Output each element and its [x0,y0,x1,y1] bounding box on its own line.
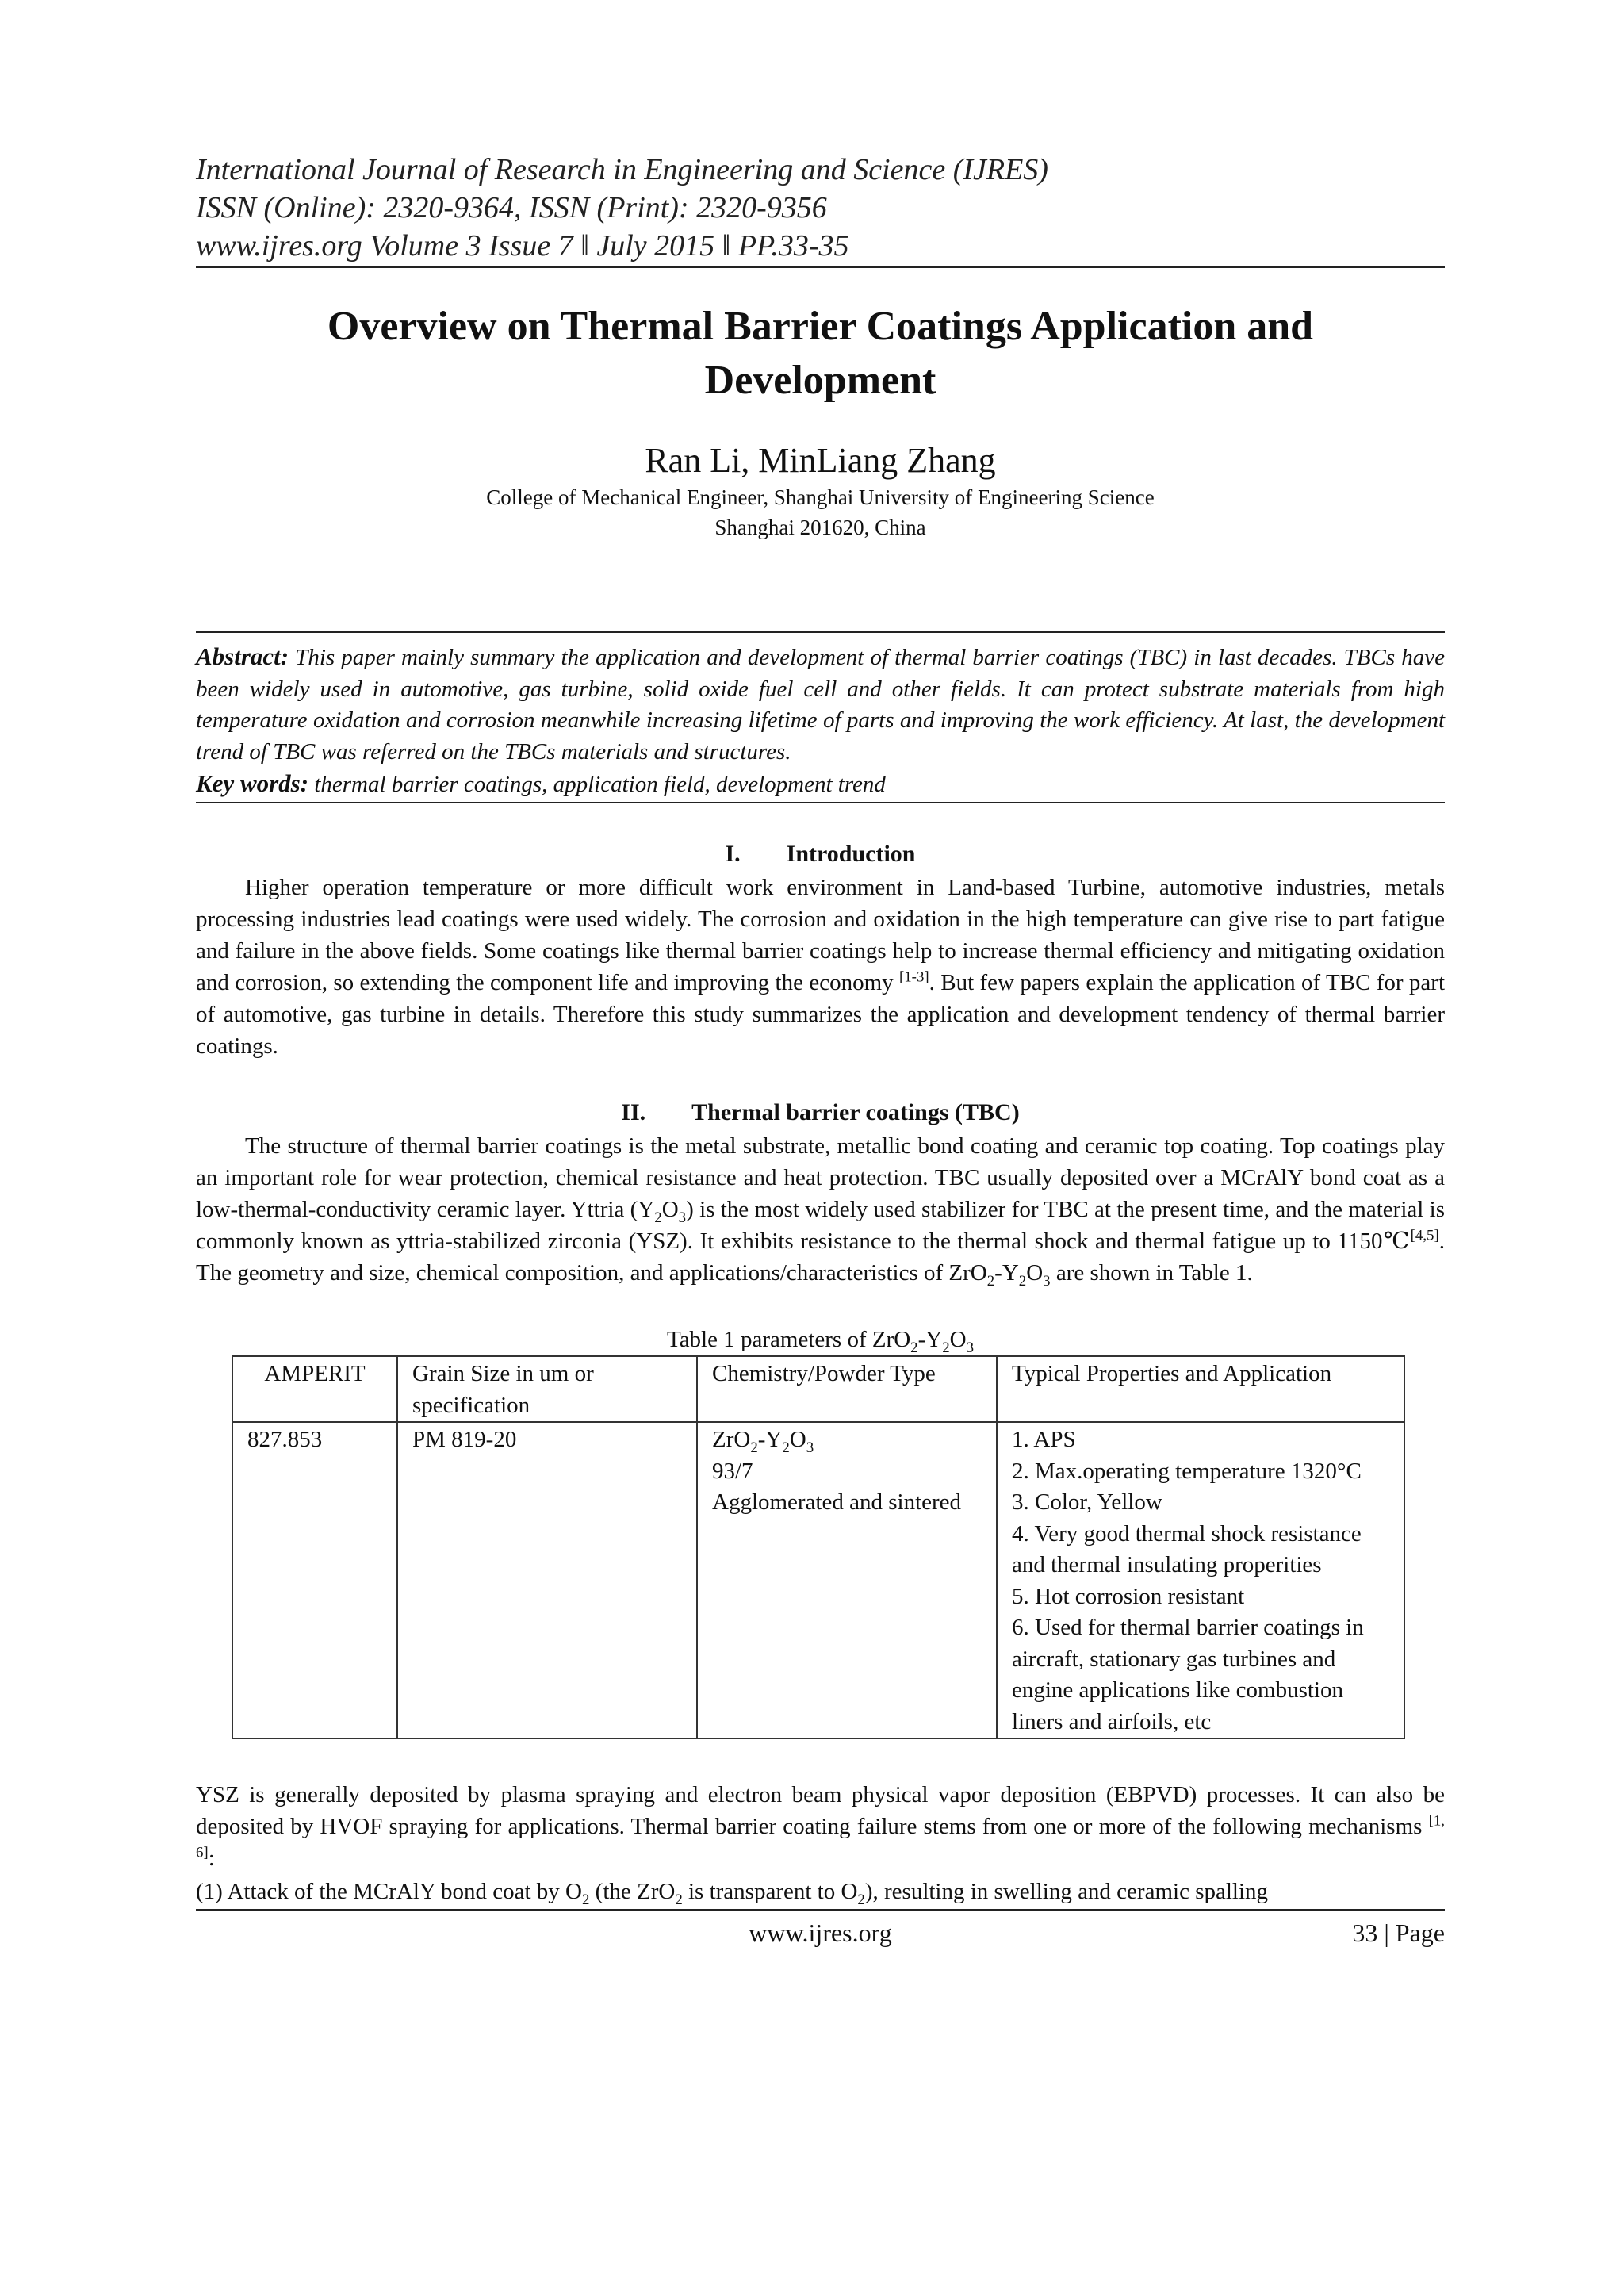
header-rule [196,266,1445,268]
affiliation-line-2: Shanghai 201620, China [714,516,926,539]
table-caption: Table 1 parameters of $ZrO_2-Y_2O_3$ [667,1327,974,1356]
paper-title [196,300,1445,408]
table-header-cell: Grain Size in um or specification [397,1356,697,1422]
affiliation-line-1: College of Mechanical Engineer, Shanghai University of Engineering Science [486,485,1155,509]
section-title: Thermal barrier coatings (TBC) [691,1099,1020,1125]
table-cell-grain: PM 819-20 [397,1422,697,1738]
tbc-paragraph: The structure of thermal barrier coatings is the metal substrate, metallic bond coating and ceramic top coating. Top coatings play an important role for wear protection, chemical resistance and heat protection. TBC usually deposited over a MCrAlY bond coat as a low-thermal-conductivity ceramic layer. Yttria $(Y_2O_3)$ is the most widely used stabilizer for TBC at the present time, and the material is commonly known as yttria-stabilized zirconia (YSZ). It exhibits resistance to the thermal shock and thermal fatigue up to 1150℃[4,5]. The geometry and size, chemical composition, and applications/characteristics of $ZrO_2-Y_2O_3$ are shown in Table 1. [196,1133,1445,1290]
chem-formula: $ZrO_2-Y_2O_3$ [712,1427,814,1456]
table-header-cell: Chemistry/Powder Type [697,1356,997,1422]
section-number: I. [725,841,741,867]
table-header-cell: Typical Properties and Application [997,1356,1404,1422]
journal-header [196,151,1445,265]
section-number: II. [621,1099,646,1125]
keywords-rule [196,802,1445,803]
table-header-row [232,1356,1404,1422]
parameters-table [232,1355,1405,1739]
abstract-top-rule [196,631,1445,633]
property-item: 2. Max.operating temperature 1320°C [1012,1458,1362,1484]
property-item: 5. Hot corrosion resistant [1012,1583,1245,1609]
property-item: 3. Color, Yellow [1012,1489,1162,1515]
ysz-paragraph: YSZ is generally deposited by plasma spraying and electron beam physical vapor deposition (EBPVD) processes. It can also be deposited by HVOF spraying for applications. Thermal barrier coating failure stems from one or more of the following mechanisms [1, 6]: [196,1782,1445,1871]
section-heading-tbc [196,1097,1445,1129]
table-cell-chemistry [697,1422,997,1738]
chem-ratio: 93/7 [712,1458,753,1484]
property-item: 6. Used for thermal barrier coatings in aircraft, stationary gas turbines and engine applications like combustion liners and airfoils, etc [1012,1615,1364,1734]
keywords-label: Key words: [196,769,309,797]
title-line-1: Overview on Thermal Barrier Coatings Application and [327,304,1314,349]
paper-page [196,151,1445,1950]
journal-volume: www.ijres.org Volume 3 Issue 7 ǁ July 2015 ǁ PP.33-35 [196,229,849,263]
affiliation [196,482,1445,542]
page-number: 33 | Page [1352,1918,1445,1947]
table-cell-amperit: 827.853 [232,1422,397,1738]
abstract-label: Abstract: [196,642,289,670]
mechanism-1: (1) Attack of the MCrAlY bond coat by $O_2$ (the ZrO$_2$ is transparent to $O_2$), resulting in swelling and ceramic spalling [196,1879,1269,1908]
abstract [196,641,1445,768]
abstract-text: This paper mainly summary the application and development of thermal barrier coatings (TBC) in last decades. TBCs have been widely used in automotive, gas turbine, solid oxide fuel cell and other fields. It can protect substrate materials from high temperature oxidation and corrosion meanwhile increasing lifetime of parts and improving the work efficiency. At last, the development trend of TBC was referred on the TBCs materials and structures. [196,645,1445,765]
chem-type: Agglomerated and sintered [712,1489,962,1515]
keywords [196,768,1445,800]
section-title: Introduction [786,841,916,867]
keywords-text: thermal barrier coatings, application field, development trend [308,772,886,797]
footer-site: www.ijres.org [749,1918,892,1947]
citation: [1, 6] [196,1812,1445,1861]
title-line-2: Development [704,358,936,403]
table-header-cell: AMPERIT [232,1356,397,1422]
property-item: 1. APS [1012,1427,1076,1452]
page-footer [196,1915,1445,1950]
section-heading-introduction [196,838,1445,870]
journal-name: International Journal of Research in Engineering and Science (IJRES) [196,153,1048,186]
introduction-paragraph: Higher operation temperature or more difficult work environment in Land-based Turbine, automotive industries, metals processing industries lead coatings were used widely. The corrosion and oxidation in the high temperature can give rise to part fatigue and failure in the above fields. Some coatings like thermal barrier coatings help to increase thermal efficiency and mitigating oxidation and corrosion, so extending the component life and improving the economy [1-3]. But few papers explain the application of TBC for part of automotive, gas turbine in details. Therefore this study summarizes the application and development tendency of thermal barrier coatings. [196,875,1446,1059]
citation: [4,5] [1410,1227,1439,1244]
authors: Ran Li, MinLiang Zhang [645,441,996,480]
citation: [1-3] [898,968,929,986]
property-item: 4. Very good thermal shock resistance and thermal insulating properities [1012,1520,1362,1577]
footer-rule [196,1909,1445,1911]
journal-issn: ISSN (Online): 2320-9364, ISSN (Print): 2320-9356 [196,191,827,224]
table-row [232,1422,1404,1738]
table-cell-properties [997,1422,1404,1738]
